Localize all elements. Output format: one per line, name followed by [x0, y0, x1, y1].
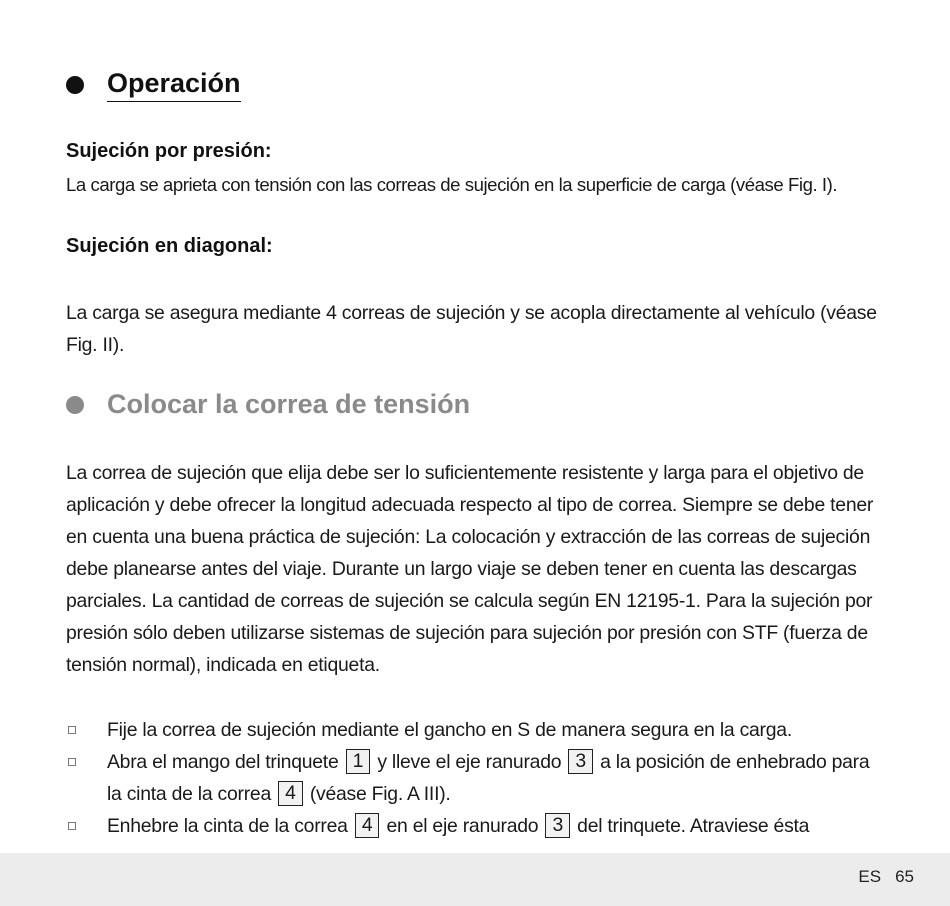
checkbox-square-icon [68, 726, 76, 734]
page-number: 65 [895, 867, 914, 886]
step-item [66, 810, 888, 842]
bullet-icon [66, 76, 84, 94]
subheading-diagonal: Sujeción en diagonal: [66, 235, 273, 257]
paragraph-colocar: La correa de sujeción que elija debe ser lo suficientemente resistente y larga para el objetivo de aplicación y debe ofrecer la longitud adecuada respecto al tipo de correa. Siempre se debe tener en cuenta una buena práctica de sujeción: La colocación y extracción de las correas de sujeción debe planearse antes del viaje. Durante un largo viaje se deben tener en cuenta las descargas parciales. La cantidad de correas de sujeción se calcula según EN 12195-1. Para la sujeción por presión sólo deben utilizarse sistemas de sujeción para sujeción por presión con STF (fuerza de tensión normal), indicada en etiqueta. [66, 462, 874, 676]
section-heading-colocar [66, 389, 470, 420]
step-item [66, 746, 888, 810]
part-reference: 4 [355, 813, 380, 838]
step-item [66, 714, 888, 746]
step-text: a la posición de enhebrado para la cinta de la correa [107, 751, 870, 805]
language-code: ES [858, 867, 882, 886]
part-reference: 3 [568, 749, 593, 774]
footer-label [844, 867, 914, 887]
paragraph-diagonal: La carga se asegura mediante 4 correas de sujeción y se acopla directamente al vehículo (véase Fig. II). [66, 302, 877, 356]
part-reference: 3 [545, 813, 570, 838]
step-text: en el eje ranurado [386, 815, 539, 837]
step-text: y lleve el eje ranurado [377, 751, 562, 773]
part-reference: 1 [346, 749, 371, 774]
section-title: Colocar la correa de tensión [107, 389, 471, 419]
instruction-steps [66, 714, 888, 842]
step-text: (véase Fig. A III). [309, 783, 451, 805]
section-title: Operación [107, 68, 241, 102]
subheading-presion: Sujeción por presión: [66, 140, 272, 162]
checkbox-square-icon [68, 822, 76, 830]
step-text: Fije la correa de sujeción mediante el gancho en S de manera segura en la carga. [107, 719, 792, 741]
step-text: del trinquete. Atraviese ésta [577, 815, 810, 837]
bullet-icon [66, 396, 84, 414]
paragraph-presion: La carga se aprieta con tensión con las correas de sujeción en la superficie de carga (véase Fig. I). [66, 174, 838, 195]
step-text: Abra el mango del trinquete [107, 751, 339, 773]
section-heading-operacion [66, 68, 241, 102]
part-reference: 4 [278, 781, 303, 806]
page-footer [0, 853, 950, 906]
checkbox-square-icon [68, 758, 76, 766]
step-text: Enhebre la cinta de la correa [107, 815, 348, 837]
